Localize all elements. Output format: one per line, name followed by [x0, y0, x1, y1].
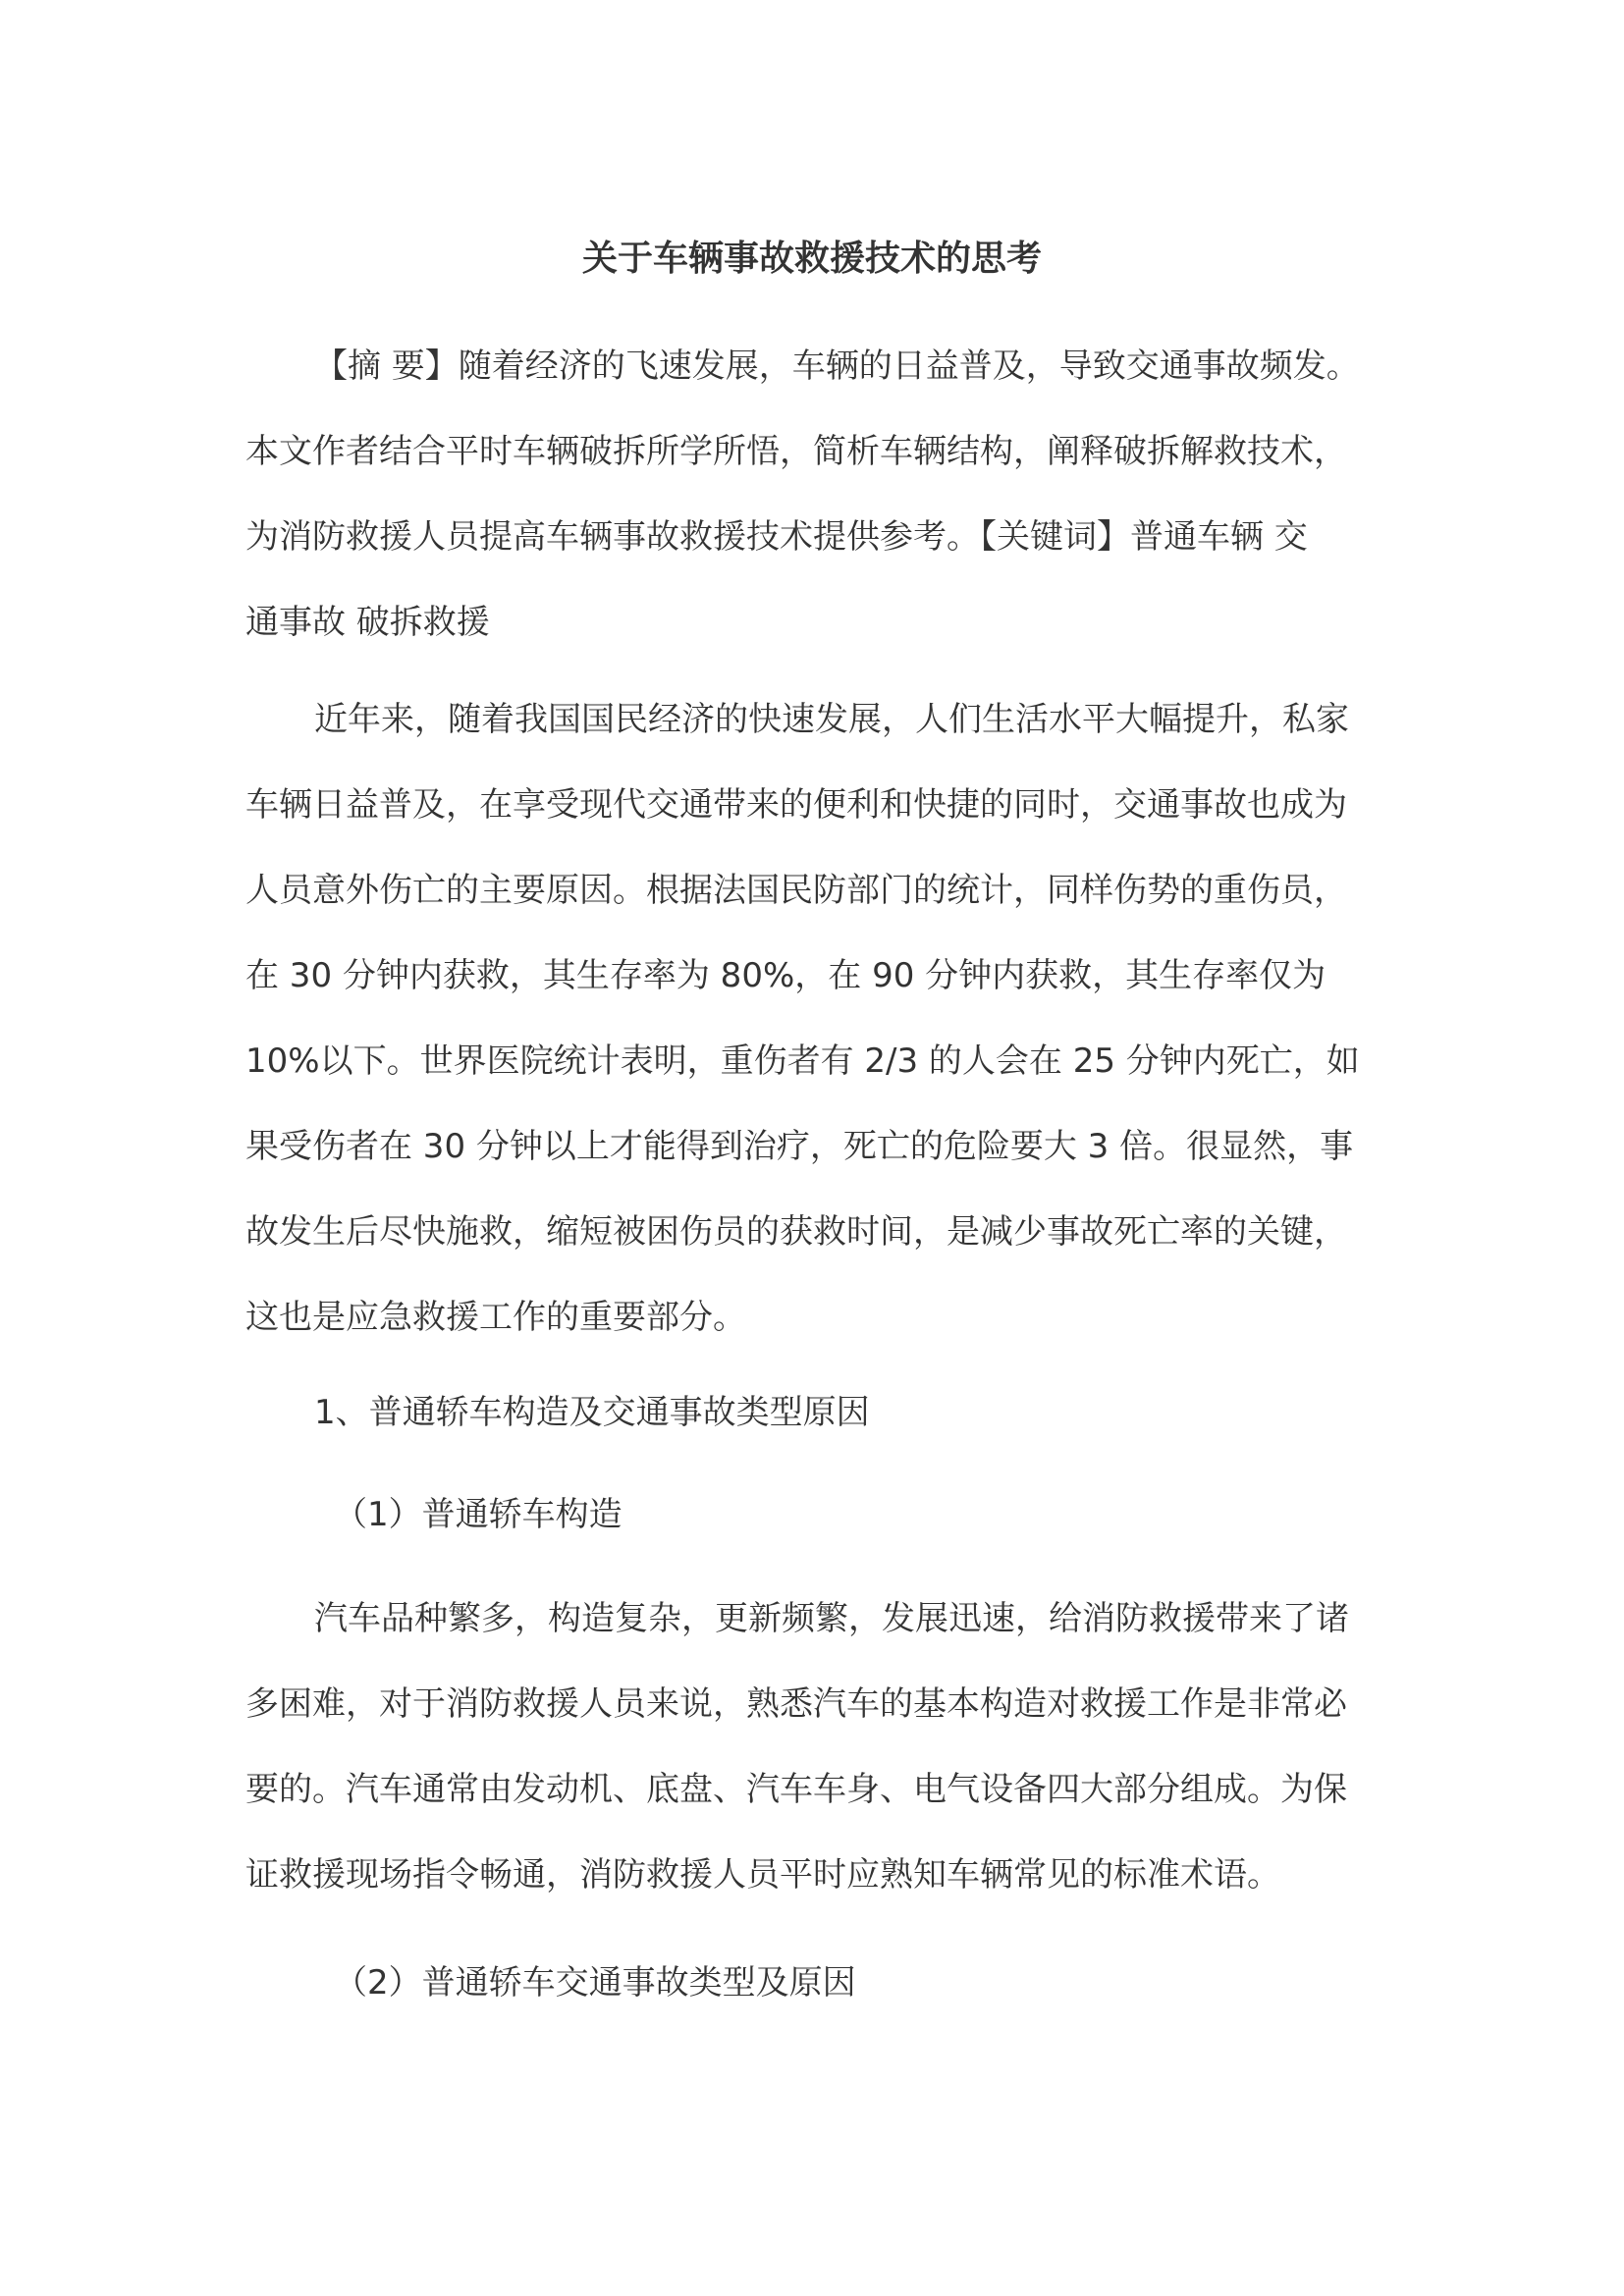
- abstract-line: 【摘 要】随着经济的飞速发展，车辆的日益普及，导致交通事故频发。: [314, 347, 1360, 386]
- abstract-line: 通事故 破拆救援: [245, 603, 490, 642]
- abstract-line: 本文作者结合平时车辆破拆所学所悟，简析车辆结构，阐释破拆解救技术，: [245, 432, 1347, 471]
- intro-line: 故发生后尽快施救，缩短被困伤员的获救时间，是减少事故死亡率的关键，: [245, 1212, 1347, 1252]
- intro-line: 在 30 分钟内获救，其生存率为 80%，在 90 分钟内获救，其生存率仅为: [245, 956, 1326, 995]
- document-title: 关于车辆事故救援技术的思考: [581, 239, 1042, 279]
- intro-line: 这也是应急救援工作的重要部分。: [245, 1298, 746, 1337]
- intro-line: 果受伤者在 30 分钟以上才能得到治疗，死亡的危险要大 3 倍。很显然，事: [245, 1127, 1354, 1166]
- intro-paragraph: [245, 677, 1384, 1361]
- subsection-2: [245, 1941, 1384, 2026]
- structure-paragraph: [245, 1576, 1384, 1918]
- intro-line: 近年来，随着我国国民经济的快速发展，人们生活水平大幅提升，私家: [314, 700, 1349, 739]
- intro-line: 人员意外伤亡的主要原因。根据法国民防部门的统计，同样伤势的重伤员，: [245, 871, 1347, 910]
- abstract-paragraph: [245, 324, 1384, 666]
- abstract-line: 为消防救援人员提高车辆事故救援技术提供参考。【关键词】普通车辆 交: [245, 517, 1308, 557]
- subsection-1: [245, 1472, 1384, 1558]
- structure-line: 要的。汽车通常由发动机、底盘、汽车车身、电气设备四大部分组成。为保: [245, 1770, 1347, 1809]
- intro-line: 10%以下。世界医院统计表明，重伤者有 2/3 的人会在 25 分钟内死亡，如: [245, 1041, 1360, 1081]
- section-1: [245, 1370, 1384, 1456]
- subsection-heading: （2）普通轿车交通事故类型及原因: [334, 1963, 856, 2002]
- structure-line: 汽车品种繁多，构造复杂，更新频繁，发展迅速，给消防救援带来了诸: [314, 1599, 1349, 1638]
- subsection-heading: （1）普通轿车构造: [334, 1495, 623, 1534]
- section-heading: 1、普通轿车构造及交通事故类型原因: [314, 1393, 870, 1432]
- structure-line: 证救援现场指令畅通，消防救援人员平时应熟知车辆常见的标准术语。: [245, 1855, 1280, 1895]
- intro-line: 车辆日益普及，在享受现代交通带来的便利和快捷的同时，交通事故也成为: [245, 785, 1347, 825]
- structure-line: 多困难，对于消防救援人员来说，熟悉汽车的基本构造对救援工作是非常必: [245, 1684, 1347, 1724]
